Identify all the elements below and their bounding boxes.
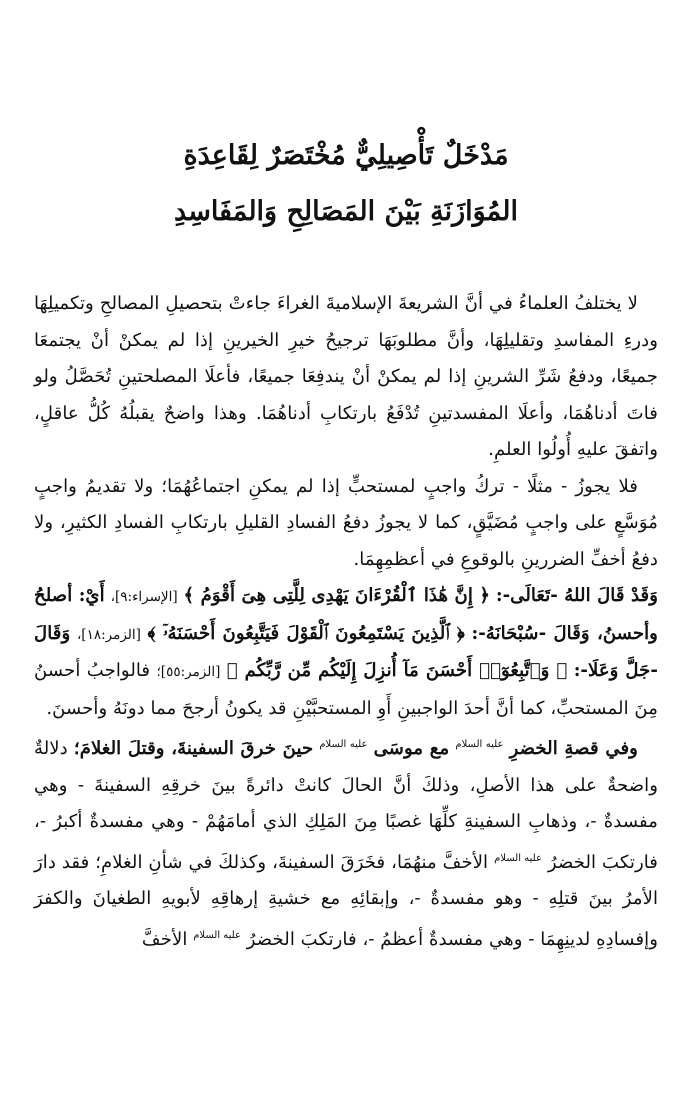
verse-reference-1: [الإسراء:٩]،	[110, 589, 178, 605]
paragraph-3-conclusion: فالواجبُ أحسنُ مِنَ المستحبِّ، كما أنَّ أحدَ الواجبينِ أَوِ المستحبَّيْنِ قد يكونُ أرجحَ مما دونَهُ وأحسنَ.	[34, 660, 658, 719]
quran-verse-3: ﴿ وَٱتَّبِعُوٓا۟ أَحْسَنَ مَآ أُنزِلَ إِلَيْكُم مِّن رَّبِّكُم ﴾	[226, 660, 568, 681]
khidr-story-lead-end: حينَ خرقَ السفينةَ، وقتلَ الغلامَ؛	[73, 738, 314, 760]
chapter-title-line-1: مَدْخَلٌ تَأْصِيلِيٌّ مُخْتَصَرٌ لِقَاعِدَةِ	[183, 140, 509, 171]
khidr-story-lead: وفي قصةِ الخضرِ	[509, 738, 638, 760]
quote-intro-1: وَقَدْ قَالَ اللهُ -تَعَالَى-:	[495, 585, 658, 606]
pbuh-honorific: عليه السلام	[455, 739, 504, 750]
verse-reference-3: [الزمر:٥٥]؛	[156, 664, 221, 680]
paragraph-3	[34, 578, 658, 727]
paragraph-2: فلا يجوزُ - مثلًا - تركُ واجبٍ لمستحبٍّ إذا لم يمكنِ اجتماعُهُمَا؛ ولا تقديمُ واجبٍ مُوَسَّعٍ على واجبٍ مُضَيَّقٍ، كما لا يجوزُ دفعُ الفسادِ القليلِ بارتكابِ الفسادِ الكثيرِ، ولا دفعُ أخفِّ الضررينِ بالوقوعِ في أعظمِهِمَا.	[34, 475, 658, 570]
body-text	[34, 286, 658, 958]
khidr-story-text-2: الأخفَّ منهُمَا، فخَرَقَ السفينةَ، وكذلكَ في شأنِ الغلامِ؛ فقد دارَ الأمرُ بينَ قتلِهِ - وهو مفسدةٌ -، وإبقائِهِ مع خشيةِ إرهاقِهِ لأبويهِ الطغيانَ والكفرَ وإفسادِهِ لدينِهِمَا - وهي مفسدةٌ أعظمُ -، فارتكبَ الخضرُ	[34, 851, 658, 950]
quote-intro-3: وَقَالَ -جَلَّ وَعَلَا-:	[34, 622, 658, 681]
verse-reference-2: [الزمر:١٨]،	[76, 626, 141, 643]
khidr-story-text: دلالةٌ واضحةٌ على هذا الأصلِ، وذلكَ أنَّ الحالَ كانتْ دائرةً بينَ خرقِهِ السفينةَ - وهي مفسدةٌ -، وذهابِ السفينةِ كلِّهَا غصبًا مِنَ المَلِكِ الذي أمامَهُمْ - وهي مفسدةٌ أكبرُ -، فارتكبَ الخضرُ	[34, 738, 658, 873]
quran-verse-2: ﴿ ٱلَّذِينَ يَسْتَمِعُونَ ٱلْقَوْلَ فَيَتَّبِعُونَ أَحْسَنَهُۥٓ ﴾	[147, 622, 465, 644]
khidr-story-mid: مع موسَى	[373, 738, 450, 760]
verse-explanation: أَيْ: أصلحُ وأحسنُ، وَقَالَ -سُبْحَانَهُ-:	[34, 585, 658, 644]
pbuh-honorific: عليه السلام	[494, 852, 542, 864]
pbuh-honorific: عليه السلام	[193, 929, 241, 941]
chapter-title	[34, 128, 658, 240]
chapter-title-line-2: المُوَازَنَةِ بَيْنَ المَصَالِحِ وَالمَفَاسِدِ	[174, 196, 518, 227]
pbuh-honorific: عليه السلام	[319, 739, 368, 750]
khidr-story-text-3: الأخفَّ	[141, 928, 188, 950]
paragraph-1: لا يختلفُ العلماءُ في أنَّ الشريعةَ الإسلاميةَ الغراءَ جاءتْ بتحصيلِ المصالحِ وتكميلِهَا ودرءِ المفاسدِ وتقليلِهَا، وأنَّ مطلوبَهَا ترجيحُ خيرِ الخيرينِ إذا لم يمكنْ أنْ يجتمعَا جميعًا، ودفعُ شَرِّ الشرينِ إذا لم يمكنْ أنْ يندفِعَا جميعًا، فأعلَا المصلحتينِ تُحَصَّلُ ولو فاتَ أدناهُمَا، وأعلَا المفسدتينِ تُدْفَعُ بارتكابِ أدناهُمَا. وهذا واضحٌ يقبلُهُ كُلُّ عاقلٍ، واتفقَ عليهِ أُولُوا العلمِ.	[34, 293, 658, 460]
paragraph-4	[34, 727, 658, 958]
quran-verse-1: ﴿ إِنَّ هَٰذَا ٱلْقُرْءَانَ يَهْدِى لِلَّتِى هِىَ أَقْوَمُ ﴾	[183, 585, 491, 606]
